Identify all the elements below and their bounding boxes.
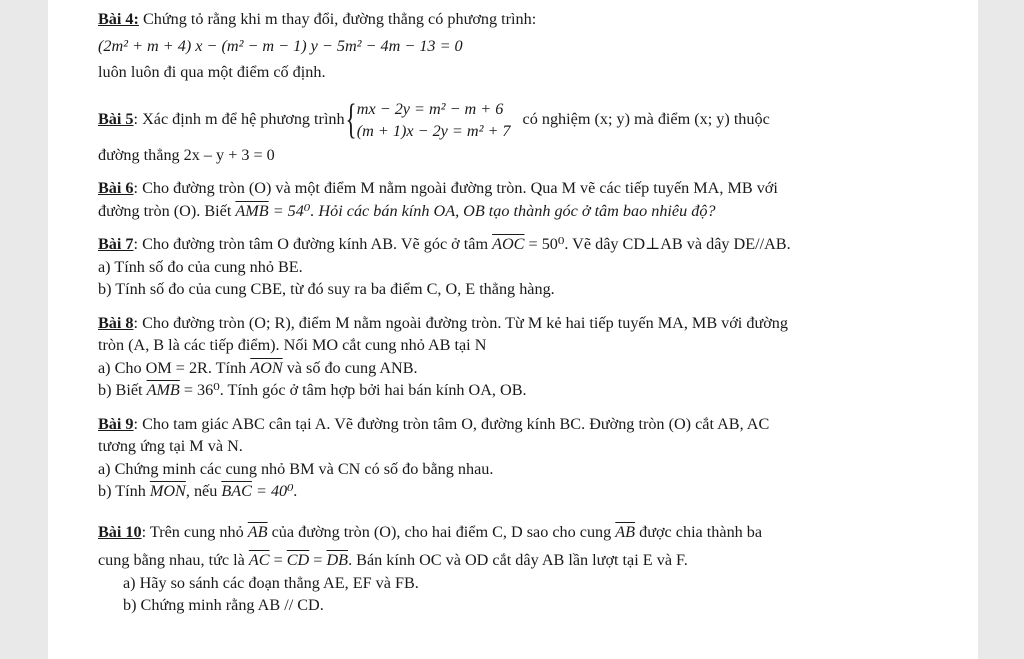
bai10-text2b: . Bán kính OC và OD cắt dây AB lần lượt tại E và F.	[348, 551, 688, 569]
bai9-line2: tương ứng tại M và N.	[98, 437, 243, 455]
bai8-a-arc: $\overline{AON}$	[250, 358, 283, 377]
bai10-arc-ac: $\overline{AC}$	[248, 551, 270, 569]
bai7-b: b) Tính số đo của cung CBE, từ đó suy ra ba điểm C, O, E thẳng hàng.	[98, 280, 555, 298]
bai6-text1: : Cho đường tròn (O) và một điểm M nằm ngoài đường tròn. Qua M vẽ các tiếp tuyến MA, MB với	[133, 179, 778, 197]
bai7-arc: $\overline{AOC}$	[492, 235, 525, 253]
bai10-arc-ab: $\overline{AB}$	[247, 522, 268, 541]
bai7-text1b: = 50⁰. Vẽ dây CD⊥AB và dây DE//AB.	[524, 235, 791, 253]
bai8-a	[98, 357, 968, 380]
bai9-b-post: = 40⁰.	[251, 482, 298, 500]
bai5-line1	[98, 96, 968, 144]
bai6-line2	[98, 200, 968, 223]
bai6-label: Bài 6	[98, 179, 134, 197]
bai4-equation: (2m² + m + 4) x − (m² − m − 1) y − 5m² − 4m − 13 = 0	[98, 36, 463, 55]
bai10-eq1: =	[269, 551, 287, 569]
bai7-line1	[98, 233, 968, 256]
bai5-text-a: : Xác định m để hệ phương trình	[133, 110, 345, 129]
bai8-b-pre: b) Biết	[98, 381, 147, 399]
bai10-text1c: được chia thành ba	[635, 522, 763, 541]
bai9-b-arc1: $\overline{MON}$	[149, 482, 186, 500]
bai10-text2a: cung bằng nhau, tức là	[98, 551, 249, 569]
bai5-line2: đường thẳng 2x – y + 3 = 0	[98, 145, 275, 164]
bai8-b-arc: $\overline{AMB}$	[146, 381, 180, 399]
bai7-label: Bài 7	[98, 235, 134, 253]
bai9-b	[98, 480, 968, 503]
bai8-b-post: = 36⁰. Tính góc ở tâm hợp bởi hai bán kính OA, OB.	[179, 381, 527, 399]
document-page	[48, 0, 978, 659]
bai10-b: b) Chứng minh rằng AB // CD.	[123, 596, 324, 614]
bai10-a: a) Hãy so sánh các đoạn thẳng AE, EF và FB.	[123, 573, 419, 592]
bai4-line3: luôn luôn đi qua một điểm cố định.	[98, 63, 326, 81]
brace-symbol: {	[345, 96, 357, 143]
bai7-text1a: : Cho đường tròn tâm O đường kính AB. Vẽ góc ở tâm	[133, 235, 493, 253]
bai6-arc: $\overline{AMB}$	[235, 201, 269, 220]
bai8-line2: tròn (A, B là các tiếp điểm). Nối MO cắt cung nhỏ AB tại N	[98, 336, 487, 354]
exercise-content	[98, 8, 968, 617]
bai10-arc-cd: $\overline{CD}$	[286, 551, 310, 569]
bai10-line2	[98, 549, 968, 572]
bai10-text1a: : Trên cung nhỏ	[141, 522, 248, 541]
bai8-line1	[98, 312, 968, 335]
bai10-eq2: =	[309, 551, 327, 569]
bai4-line1	[98, 8, 968, 31]
bai9-text1: : Cho tam giác ABC cân tại A. Vẽ đường tròn tâm O, đường kính BC. Đường tròn (O) cắt AB, AC	[133, 414, 770, 433]
bai9-b-mid: , nếu	[185, 482, 222, 500]
bai9-a: a) Chứng minh các cung nhỏ BM và CN có số đo bằng nhau.	[98, 459, 494, 478]
bai9-label: Bài 9	[98, 414, 134, 433]
bai10-arc-ab2: $\overline{AB}$	[615, 522, 636, 541]
bai10-line1	[98, 521, 968, 544]
bai10-text1b: của đường tròn (O), cho hai điểm C, D sao cho cung	[267, 522, 616, 541]
bai10-arc-db: $\overline{DB}$	[326, 551, 349, 569]
bai5-system	[357, 98, 511, 142]
bai7-a: a) Tính số đo của cung nhỏ BE.	[98, 257, 303, 276]
bai5-text-b: có nghiệm (x; y) mà điểm (x; y) thuộc	[522, 110, 770, 129]
bai6-text2a: đường tròn (O). Biết	[98, 201, 236, 220]
bai8-b	[98, 379, 968, 402]
bai10-label: Bài 10	[98, 522, 142, 541]
bai8-a-pre: a) Cho OM = 2R. Tính	[98, 358, 251, 377]
bai5-label: Bài 5	[98, 110, 134, 129]
bai5-eq1: mx − 2y = m² − m + 6	[356, 99, 504, 118]
bai8-text1: : Cho đường tròn (O; R), điểm M nằm ngoài đường tròn. Từ M kẻ hai tiếp tuyến MA, MB với đường	[133, 313, 788, 332]
bai4-text: Chứng tỏ rằng khi m thay đổi, đường thẳng có phương trình:	[138, 10, 537, 28]
bai8-a-post: và số đo cung ANB.	[282, 358, 418, 377]
bai6-text2b: = 54⁰. Hỏi các bán kính OA, OB tạo thành góc ở tâm bao nhiêu độ?	[268, 201, 716, 220]
bai4-label: Bài 4:	[98, 10, 139, 28]
bai6-line1	[98, 177, 968, 200]
bai9-line1	[98, 413, 968, 436]
bai9-b-arc2: $\overline{BAC}$	[221, 482, 252, 500]
bai5-eq2: (m + 1)x − 2y = m² + 7	[356, 121, 511, 140]
bai9-b-pre: b) Tính	[98, 482, 150, 500]
bai8-label: Bài 8	[98, 313, 134, 332]
